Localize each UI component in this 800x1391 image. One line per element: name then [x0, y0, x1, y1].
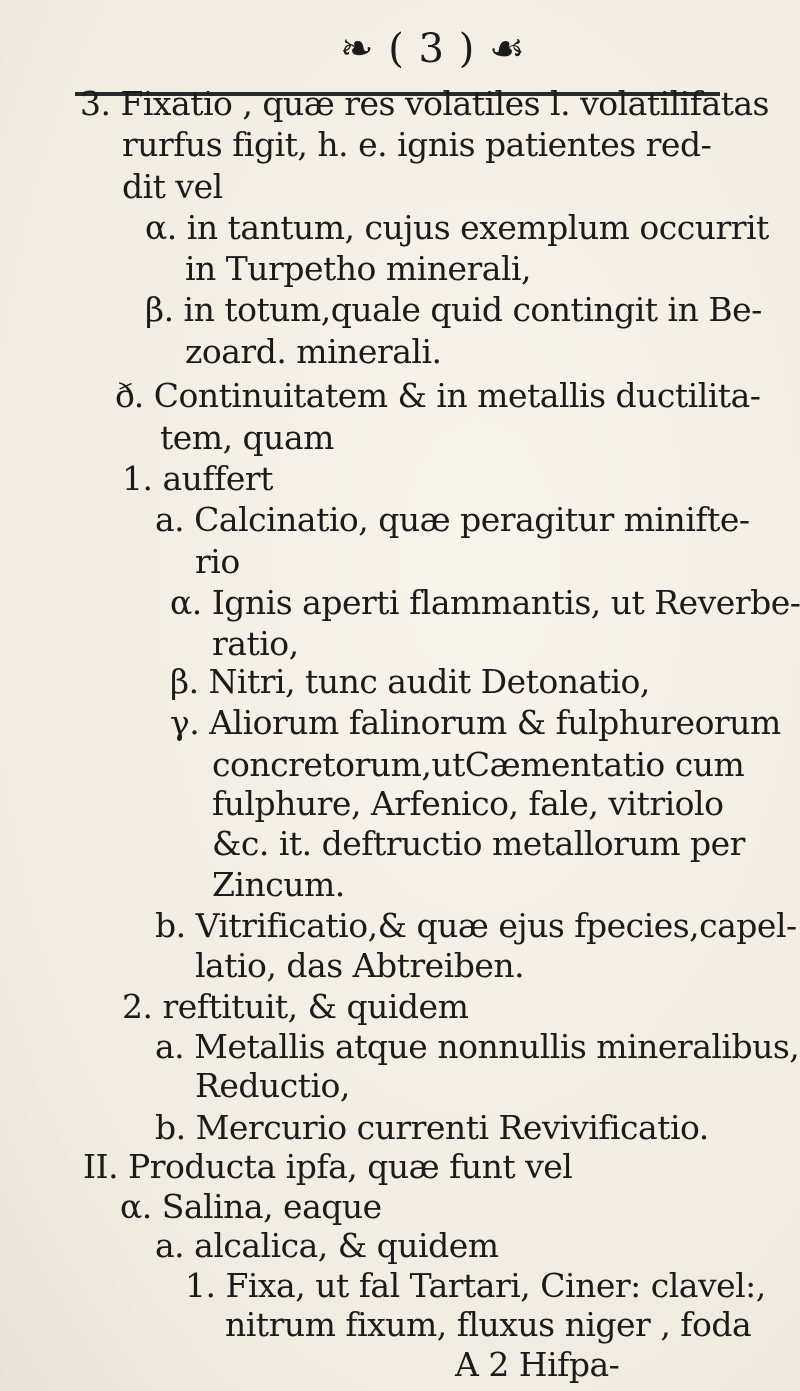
text-line: A 2 Hifpa-: [455, 1345, 620, 1384]
text-line: rurfus figit, h. e. ignis patientes red-: [122, 125, 712, 165]
text-line: β. in totum,quale quid contingit in Be-: [145, 290, 762, 330]
text-line: Reductio,: [195, 1066, 350, 1106]
text-line: nitrum fixum, fluxus niger , foda: [225, 1305, 752, 1345]
text-line: concretorum,utCæmentatio cum: [212, 744, 745, 784]
text-line: &c. it. deftructio metallorum per: [212, 823, 745, 863]
page-number-header: ❧ ( 3 ) ☙: [340, 26, 526, 72]
text-line: ð. Continuitatem & in metallis ductilita-: [115, 376, 761, 416]
text-line: II. Producta ipfa, quæ funt vel: [83, 1147, 573, 1187]
text-line: a. alcalica, & quidem: [155, 1226, 499, 1266]
text-line: a. Calcinatio, quæ peragitur minifte-: [155, 500, 750, 540]
text-line: ratio,: [212, 624, 299, 664]
text-line: b. Vitrificatio,& quæ ejus fpecies,capel-: [155, 906, 797, 946]
page-header: [0, 22, 800, 72]
text-line: zoard. minerali.: [185, 331, 442, 371]
text-line: 3. Fixatio , quæ res volatiles l. volatilifatas: [80, 84, 769, 123]
text-line: rio: [195, 541, 240, 581]
text-line: Zincum.: [212, 865, 345, 905]
text-line: α. Ignis aperti flammantis, ut Reverbe-: [170, 582, 800, 622]
text-line: α. in tantum, cujus exemplum occurrit: [145, 207, 769, 247]
text-line: fulphure, Arfenico, fale, vitriolo: [212, 784, 724, 824]
text-line: 2. reftituit, & quidem: [122, 987, 469, 1027]
text-line: 1. Fixa, ut fal Tartari, Ciner: clavel:,: [185, 1265, 766, 1305]
text-line: α. Salina, eaque: [120, 1186, 382, 1226]
text-line: β. Nitri, tunc audit Detonatio,: [170, 662, 650, 702]
text-line: b. Mercurio currenti Revivificatio.: [155, 1107, 709, 1147]
text-line: in Turpetho minerali,: [185, 249, 532, 289]
text-line: a. Metallis atque nonnullis mineralibus,: [155, 1026, 800, 1066]
text-line: γ. Aliorum falinorum & fulphureorum: [170, 703, 781, 743]
text-line: tem, quam: [160, 417, 334, 457]
text-line: dit vel: [122, 166, 223, 206]
text-line: latio, das Abtreiben.: [195, 945, 525, 985]
text-line: 1. auffert: [122, 459, 273, 499]
